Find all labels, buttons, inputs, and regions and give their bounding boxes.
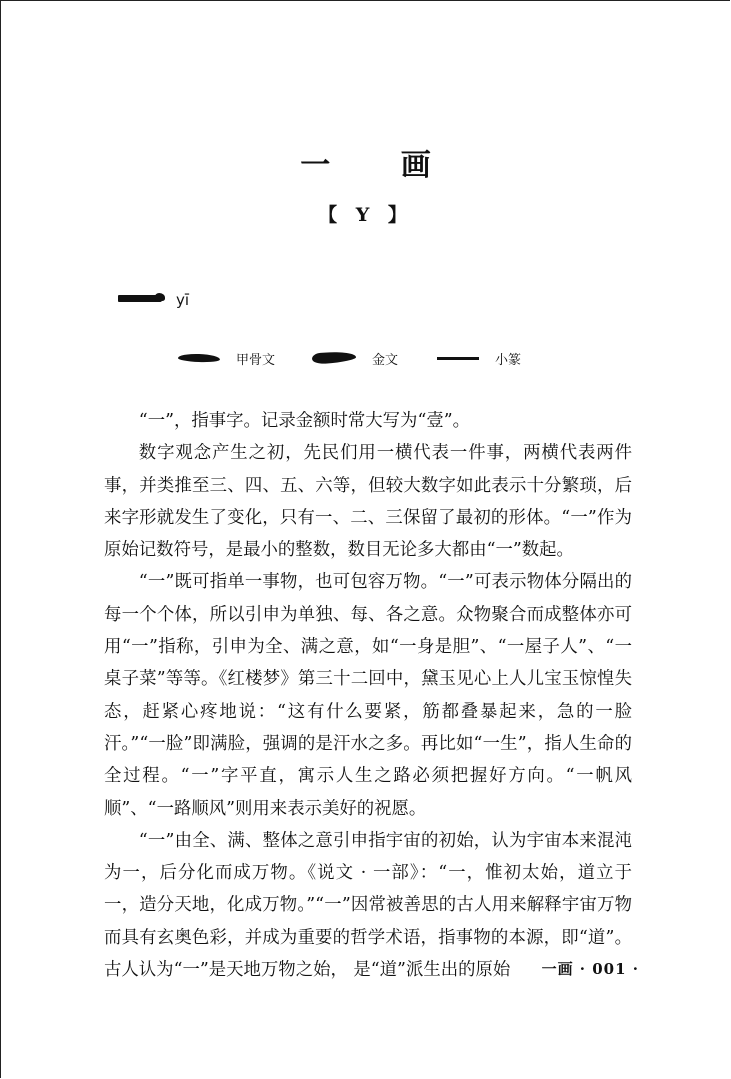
script-forms-row [0, 348, 731, 370]
bronze-glyph [312, 350, 357, 364]
headword-glyph [118, 295, 162, 302]
section-letter: 【 Y 】 [318, 204, 413, 226]
chapter-title: 一 画 [300, 148, 461, 183]
paragraph: “一”由全、满、整体之意引申指宇宙的初始，认为宇宙本来混沌为一，后分化而成万物。《说文 · 一部》：“一，惟初太始，道立于一，造分天地，化成万物。”“一”因常被善思的古人用来解释宇宙万物而具有玄奥色彩，并成为重要的哲学术语，指事物的本源，即“道”。古人认为“一”是天地万物之始， 是“道”派生出的原始 [104, 830, 632, 981]
script-label-jiagu: 甲骨文 [236, 353, 276, 368]
paragraph: “一”既可指单一事物，也可包容万物。“一”可表示物体分隔出的每一个个体，所以引申为单独、每、各之意。众物聚合而成整体亦可用“一”指称，引申为全、满之意，如“一身是胆”、“一屋子人”、“一桌子菜”等等。《红楼梦》第三十二回中，黛玉见心上人儿宝玉惊惶失态，赶紧心疼地说：“这有什么要紧，筋都叠暴起来，急的一脸汗。”“一脸”即满脸，强调的是汗水之多。再比如“一生”，指人生命的全过程。“一”字平直，寓示人生之路必须把握好方向。“一帆风顺”、“一路顺风”则用来表示美好的祝愿。 [104, 572, 632, 819]
running-footer: 一画 · 001 · [541, 960, 639, 978]
seal-glyph [437, 357, 479, 360]
script-label-jinwen: 金文 [372, 353, 399, 368]
entry-body [104, 405, 632, 986]
pinyin: yī [176, 291, 190, 309]
script-label-xiaozhuan: 小篆 [495, 353, 522, 368]
paragraph: 数字观念产生之初，先民们用一横代表一件事，两横代表两件事，并类推至三、四、五、六等，但较大数字如此表示十分繁琐，后来字形就发生了变化，只有一、二、三保留了最初的形体。“一”作为原始记数符号，是最小的整数，数目无论多大都由“一”数起。 [104, 443, 632, 561]
oracle-bone-glyph [178, 353, 220, 362]
paragraph: “一”，指事字。记录金额时常大写为“壹”。 [138, 411, 471, 431]
